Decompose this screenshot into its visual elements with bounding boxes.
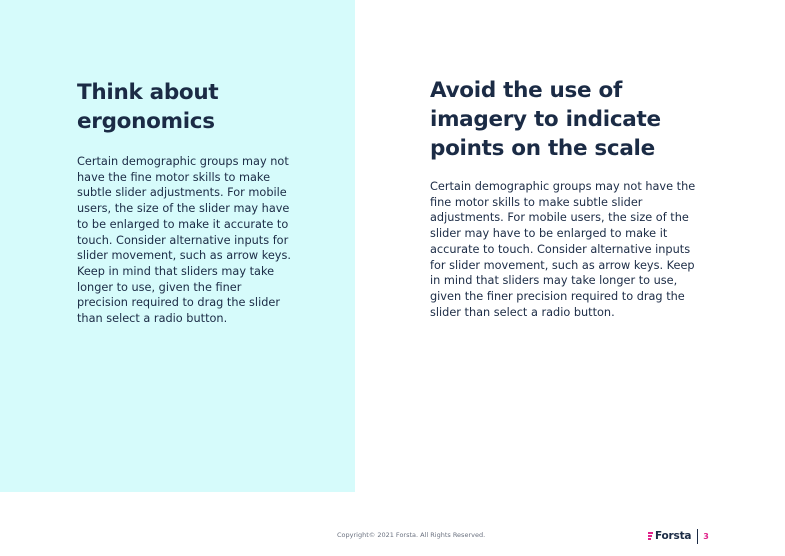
- forsta-logo-icon: [648, 532, 653, 540]
- copyright-text: Copyright© 2021 Forsta. All Rights Reserved.: [337, 531, 486, 539]
- left-column: [77, 78, 292, 327]
- footer-divider: [697, 529, 698, 544]
- brand-name: Forsta: [655, 530, 692, 542]
- right-body-text: Certain demographic groups may not have the fine motor skills to make subtle slider adjustments. For mobile users, the size of the slider may have to be enlarged to make it accurate to touch. Consider alternative inputs for slider movement, such as arrow keys. Keep in mind that sliders may take longer to use, given the finer precision required to drag the slider than select a radio button.: [430, 180, 696, 319]
- page-number: 3: [703, 531, 709, 541]
- right-heading: Avoid the use of imagery to indicate points on the scale: [430, 78, 661, 161]
- left-body-text: Certain demographic groups may not have the fine motor skills to make subtle slider adjustments. For mobile users, the size of the slider may have to be enlarged to make it accurate to touch. Consider alternative inputs for slider movement, such as arrow keys. Keep in mind that sliders may take longer to use, given the finer precision required to drag the slider than select a radio button.: [77, 155, 291, 326]
- left-heading: Think about ergonomics: [77, 80, 219, 134]
- footer-brand: [648, 528, 709, 544]
- right-column: [430, 76, 700, 320]
